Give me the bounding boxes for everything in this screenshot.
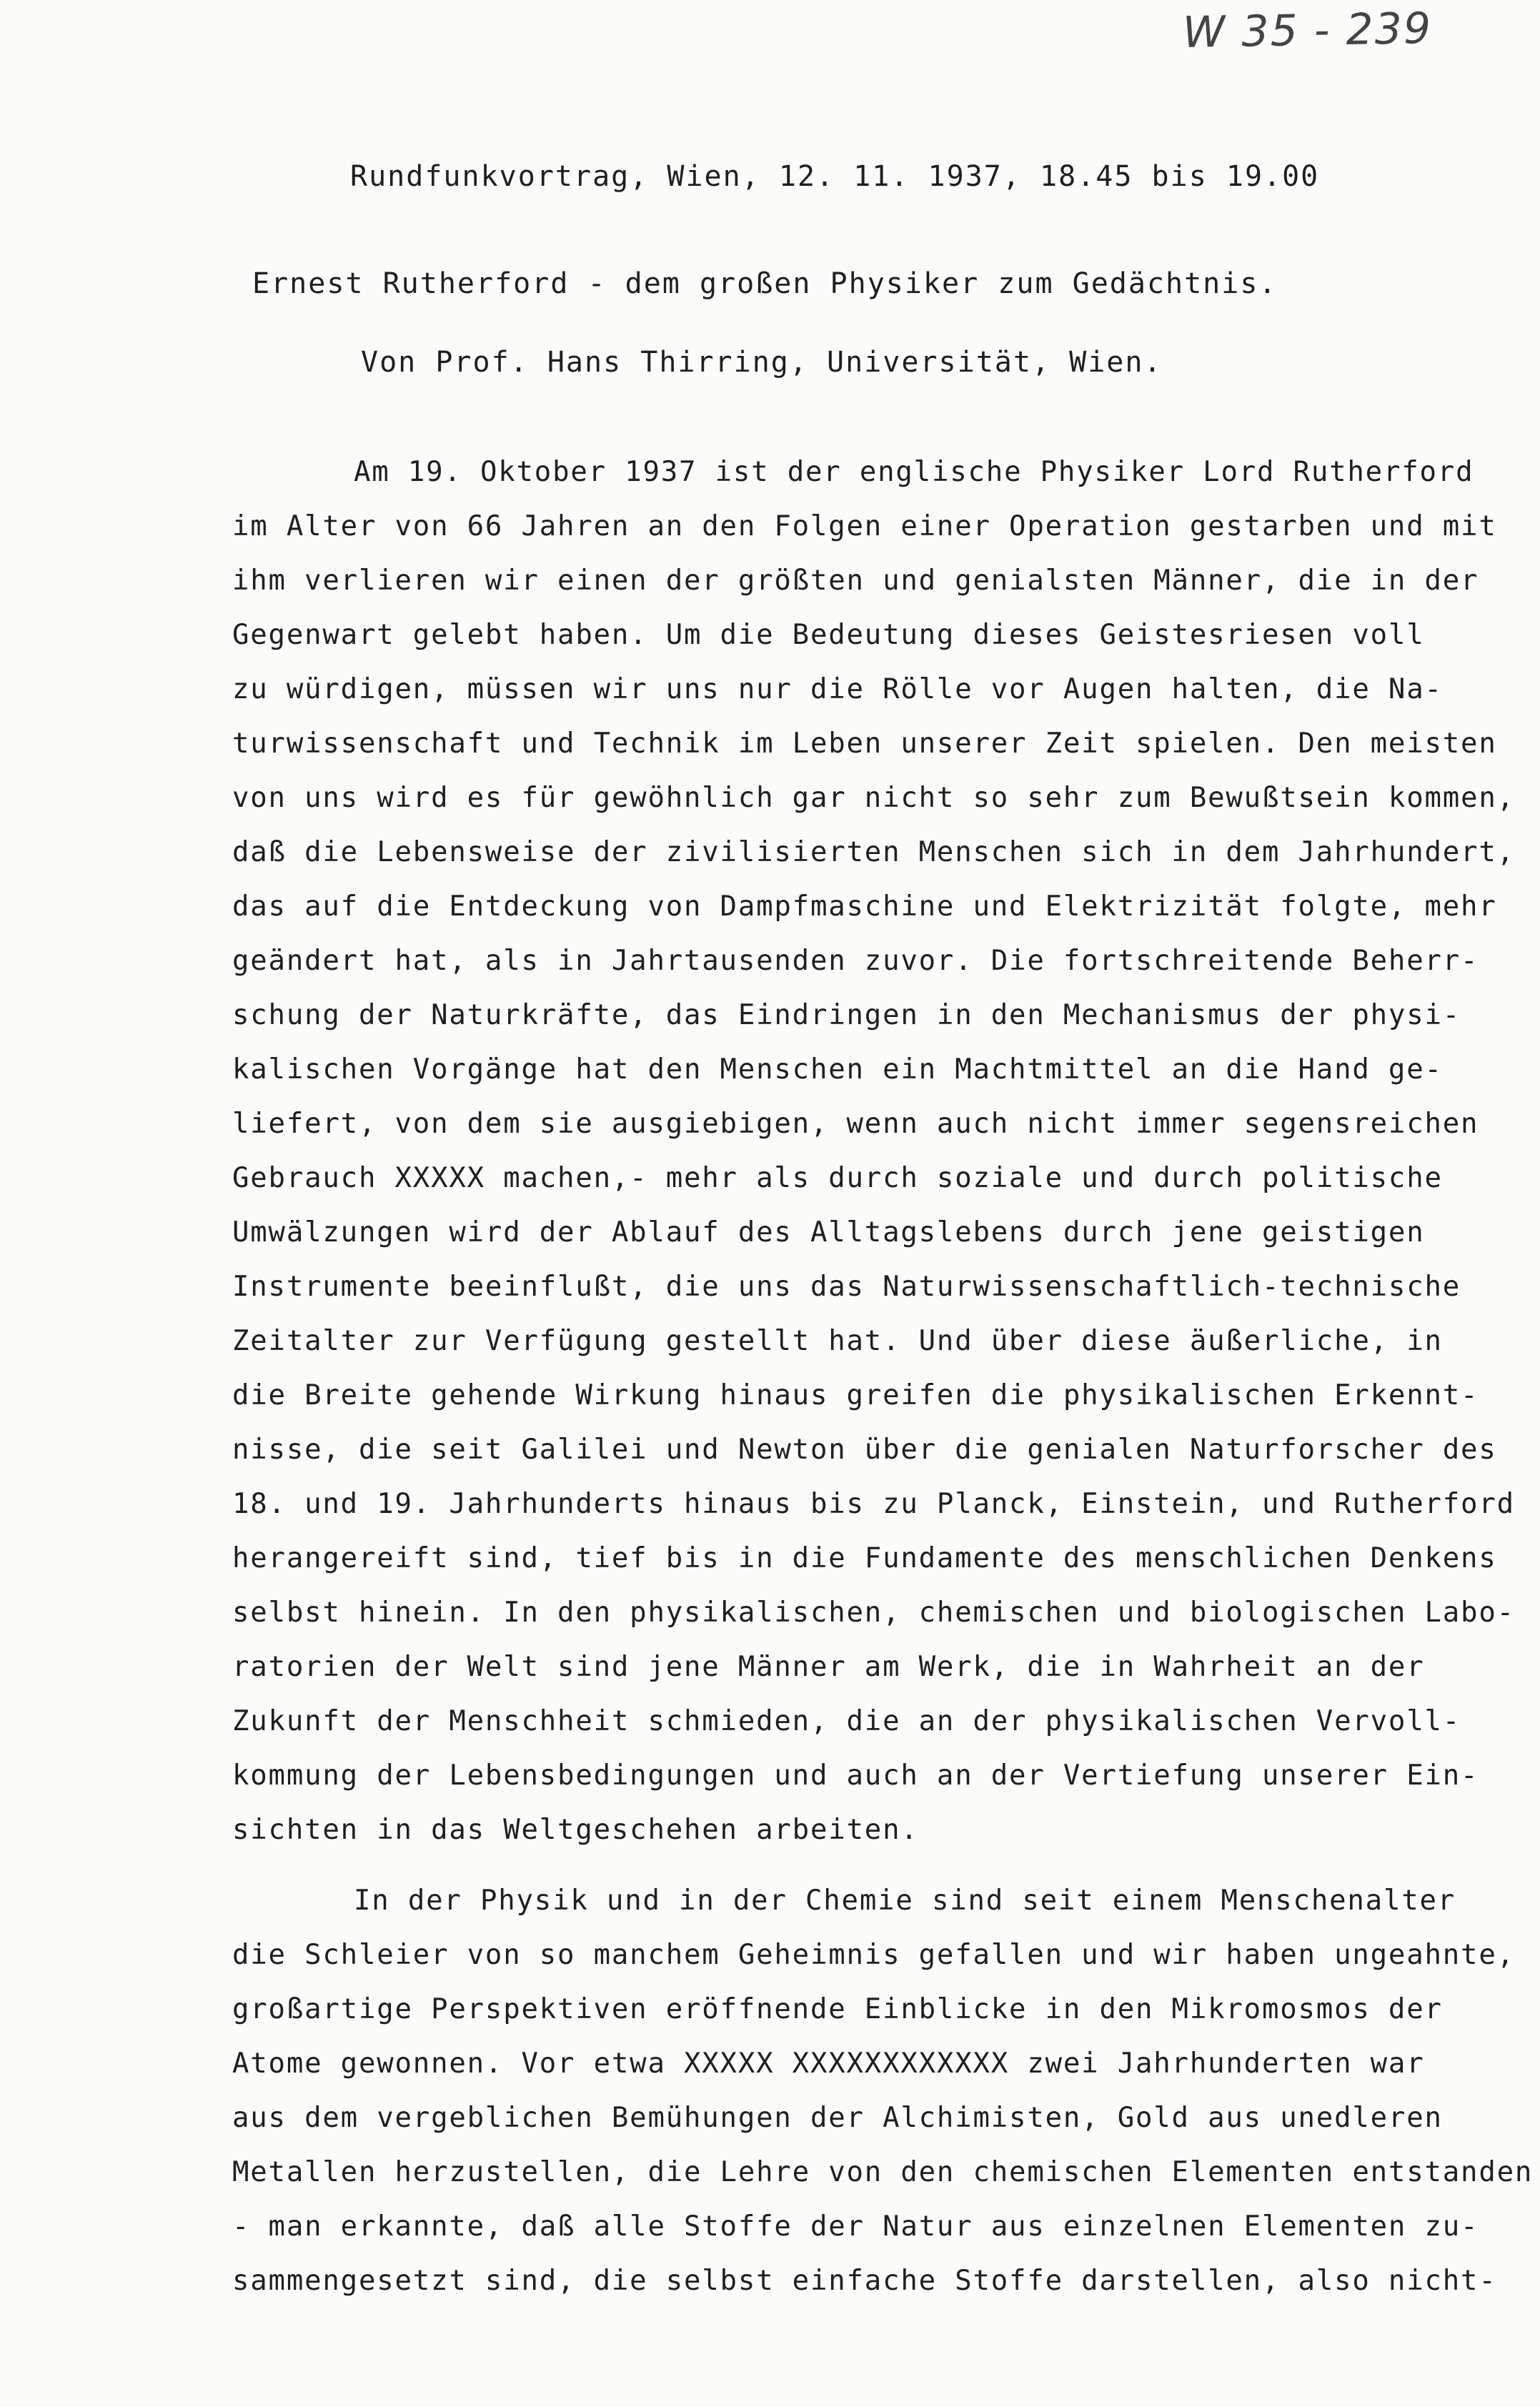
- text-line: turwissenschaft und Technik im Leben unserer Zeit spielen. Den meisten: [232, 728, 1497, 760]
- text-line: Gegenwart gelebt haben. Um die Bedeutung dieses Geistesriesen voll: [232, 619, 1425, 651]
- paragraph-2: [232, 1874, 1534, 2308]
- text-line: Atome gewonnen. Vor etwa XXXXX XXXXXXXXXXXX zwei Jahrhunderten war: [232, 2048, 1425, 2080]
- text-line: Zukunft der Menschheit schmieden, die an der physikalischen Vervoll-: [232, 1705, 1461, 1737]
- author-line: Von Prof. Hans Thirring, Universität, Wien.: [361, 346, 1163, 379]
- archive-number: W 35 - 239: [1182, 3, 1433, 59]
- broadcast-heading: Rundfunkvortrag, Wien, 12. 11. 1937, 18.45 bis 19.00: [350, 160, 1320, 193]
- text-line: In der Physik und in der Chemie sind seit einem Menschenalter: [354, 1885, 1456, 1917]
- text-line: schung der Naturkräfte, das Eindringen in den Mechanismus der physi-: [232, 999, 1461, 1031]
- text-line: ratorien der Welt sind jene Männer am Werk, die in Wahrheit an der: [232, 1651, 1425, 1683]
- text-line: zu würdigen, müssen wir uns nur die Rölle vor Augen halten, die Na-: [232, 673, 1443, 705]
- text-line: kommung der Lebensbedingungen und auch an der Vertiefung unserer Ein-: [232, 1760, 1479, 1792]
- text-line: von uns wird es für gewöhnlich gar nicht so sehr zum Bewußtsein kommen,: [232, 782, 1515, 814]
- document-title: Ernest Rutherford - dem großen Physiker zum Gedächtnis.: [252, 267, 1278, 300]
- text-line: sichten in das Weltgeschehen arbeiten.: [232, 1814, 919, 1846]
- text-line: Instrumente beeinflußt, die uns das Naturwissenschaftlich-technische: [232, 1271, 1461, 1303]
- text-line: Am 19. Oktober 1937 ist der englische Physiker Lord Rutherford: [354, 456, 1474, 488]
- text-line: das auf die Entdeckung von Dampfmaschine und Elektrizität folgte, mehr: [232, 890, 1497, 923]
- text-line: - man erkannte, daß alle Stoffe der Natur aus einzelnen Elementen zu-: [232, 2210, 1479, 2243]
- text-line: selbst hinein. In den physikalischen, chemischen und biologischen Labo-: [232, 1597, 1515, 1629]
- text-line: Metallen herzustellen, die Lehre von den chemischen Elementen entstanden: [232, 2156, 1534, 2188]
- text-line: die Schleier von so manchem Geheimnis gefallen und wir haben ungeahnte,: [232, 1939, 1515, 1971]
- text-line: Gebrauch XXXXX machen,- mehr als durch soziale und durch politische: [232, 1162, 1443, 1194]
- text-line: liefert, von dem sie ausgiebigen, wenn auch nicht immer segensreichen: [232, 1108, 1479, 1140]
- text-line: daß die Lebensweise der zivilisierten Menschen sich in dem Jahrhundert,: [232, 836, 1515, 868]
- text-line: kalischen Vorgänge hat den Menschen ein Machtmittel an die Hand ge-: [232, 1053, 1443, 1086]
- text-line: sammengesetzt sind, die selbst einfache Stoffe darstellen, also nicht-: [232, 2265, 1497, 2297]
- text-line: 18. und 19. Jahrhunderts hinaus bis zu Planck, Einstein, und Rutherford: [232, 1488, 1515, 1520]
- paragraph-1: [232, 445, 1515, 1857]
- text-line: aus dem vergeblichen Bemühungen der Alchimisten, Gold aus unedleren: [232, 2102, 1443, 2134]
- text-line: ihm verlieren wir einen der größten und genialsten Männer, die in der: [232, 565, 1479, 597]
- text-line: die Breite gehende Wirkung hinaus greifen die physikalischen Erkennt-: [232, 1379, 1479, 1411]
- text-line: Zeitalter zur Verfügung gestellt hat. Und über diese äußerliche, in: [232, 1325, 1443, 1357]
- text-line: nisse, die seit Galilei und Newton über die genialen Naturforscher des: [232, 1434, 1497, 1466]
- text-line: Umwälzungen wird der Ablauf des Alltagslebens durch jene geistigen: [232, 1216, 1425, 1249]
- text-line: geändert hat, als in Jahrtausenden zuvor. Die fortschreitende Beherr-: [232, 945, 1479, 977]
- text-line: großartige Perspektiven eröffnende Einblicke in den Mikromosmos der: [232, 1993, 1443, 2025]
- text-line: im Alter von 66 Jahren an den Folgen einer Operation gestarben und mit: [232, 510, 1497, 542]
- text-line: herangereift sind, tief bis in die Fundamente des menschlichen Denkens: [232, 1542, 1497, 1574]
